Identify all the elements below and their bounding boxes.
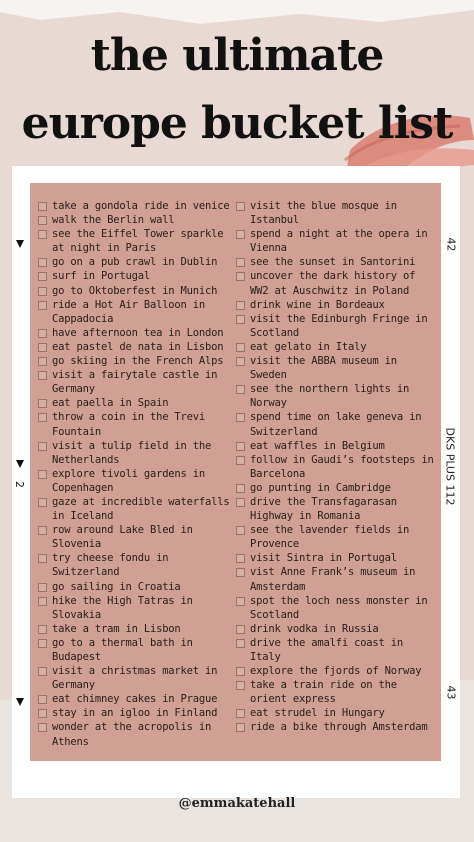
checkbox[interactable]	[38, 343, 47, 352]
item-text: drink vodka in Russia	[250, 622, 379, 635]
checkbox[interactable]	[236, 723, 245, 732]
bucket-list-item[interactable]	[38, 706, 238, 720]
bucket-list-item[interactable]	[38, 467, 238, 495]
item-text: go sailing in Croatia	[52, 580, 181, 593]
bucket-list-item[interactable]	[236, 481, 436, 495]
item-text: spend a night at the opera in Vienna	[250, 228, 428, 255]
bucket-list-item[interactable]	[236, 594, 436, 622]
bucket-list-item[interactable]	[236, 453, 436, 481]
checkbox[interactable]	[236, 526, 245, 535]
checkbox[interactable]	[236, 554, 245, 563]
checkbox[interactable]	[38, 230, 47, 239]
item-text: go skiing in the French Alps	[52, 355, 224, 368]
checkbox[interactable]	[38, 667, 47, 676]
item-text: row around Lake Bled in Slovenia	[52, 524, 193, 551]
bucket-list-item[interactable]	[38, 523, 238, 551]
item-text: walk the Berlin wall	[52, 214, 175, 227]
bucket-list-item[interactable]	[38, 396, 238, 410]
item-text: take a train ride on the orient express	[250, 679, 397, 706]
right-column	[236, 199, 436, 735]
bucket-list-item[interactable]	[38, 255, 238, 269]
bucket-list-item[interactable]	[236, 312, 436, 340]
item-text: explore the fjords of Norway	[250, 665, 422, 678]
checkbox[interactable]	[236, 597, 245, 606]
bucket-list-item[interactable]	[236, 622, 436, 636]
checkbox[interactable]	[236, 343, 245, 352]
bucket-list-item[interactable]	[38, 580, 238, 594]
item-text: gaze at incredible waterfalls in Iceland	[52, 495, 230, 523]
bucket-list-item[interactable]	[38, 269, 238, 283]
checkbox[interactable]	[236, 315, 245, 324]
checkbox[interactable]	[38, 639, 47, 648]
bucket-list-item[interactable]	[236, 227, 436, 255]
checkbox[interactable]	[38, 301, 47, 310]
bucket-list-item[interactable]	[236, 495, 436, 523]
film-brand-label: DKS PLUS 112	[443, 427, 457, 506]
bucket-list-item[interactable]	[38, 213, 238, 227]
checkbox[interactable]	[38, 498, 47, 507]
item-text: eat strudel in Hungary	[250, 707, 385, 720]
item-text: ride a Hot Air Balloon in Cappadocia	[52, 298, 206, 325]
checkbox[interactable]	[236, 357, 245, 366]
item-text: visit Sintra in Portugal	[250, 552, 397, 565]
left-column	[38, 199, 238, 749]
bucket-list-item[interactable]	[38, 227, 238, 255]
checkbox[interactable]	[236, 456, 245, 465]
film-number-top: 42	[444, 237, 458, 252]
checkbox[interactable]	[236, 667, 245, 676]
item-text: eat paella in Spain	[52, 397, 169, 410]
checkbox[interactable]	[38, 413, 47, 422]
item-text: eat waffles in Belgium	[250, 439, 385, 452]
checkbox[interactable]	[236, 484, 245, 493]
checkbox[interactable]	[38, 399, 47, 408]
bucket-list-item[interactable]	[38, 326, 238, 340]
checkbox[interactable]	[236, 639, 245, 648]
bucket-list-item[interactable]	[38, 340, 238, 354]
checkbox[interactable]	[38, 526, 47, 535]
item-text: wonder at the acropolis in Athens	[52, 721, 212, 748]
item-text: see the northern lights in Norway	[250, 383, 410, 410]
checkbox[interactable]	[38, 272, 47, 281]
checkbox[interactable]	[236, 568, 245, 577]
bucket-list-item[interactable]	[236, 269, 436, 297]
item-text: go punting in Cambridge	[250, 481, 391, 494]
item-text: visit the blue mosque in Istanbul	[250, 200, 397, 227]
item-text: hike the High Tatras in Slovakia	[52, 594, 193, 621]
bucket-list-item[interactable]	[38, 692, 238, 706]
bucket-list-item[interactable]	[38, 368, 238, 396]
bucket-list-item[interactable]	[236, 678, 436, 706]
item-text: ride a bike through Amsterdam	[250, 721, 428, 734]
film-arrow-middle-icon	[16, 460, 24, 468]
checkbox[interactable]	[38, 287, 47, 296]
checkbox[interactable]	[236, 258, 245, 267]
item-text: visit a fairytale castle in Germany	[52, 369, 218, 396]
bucket-list-item[interactable]	[236, 523, 436, 551]
item-text: have afternoon tea in London	[52, 326, 224, 339]
checkbox[interactable]	[38, 470, 47, 479]
title-line-2: europe bucket list	[21, 98, 453, 149]
item-text: take a gondola ride in venice	[52, 200, 230, 212]
item-text: spot the loch ness monster in Scotland	[250, 594, 428, 621]
bucket-list-item[interactable]	[38, 298, 238, 326]
bucket-list-item[interactable]	[236, 298, 436, 312]
checkbox[interactable]	[38, 597, 47, 606]
checkbox[interactable]	[38, 357, 47, 366]
item-text: go on a pub crawl in Dublin	[52, 256, 218, 269]
item-text: see the lavender fields in Provence	[250, 524, 410, 551]
item-text: visit the Edinburgh Fringe in Scotland	[250, 312, 428, 339]
film-arrow-top-icon	[16, 240, 24, 248]
item-text: visit a christmas market in Germany	[52, 665, 218, 692]
item-text: take a tram in Lisbon	[52, 622, 181, 635]
checkbox[interactable]	[236, 681, 245, 690]
item-text: see the sunset in Santorini	[250, 256, 416, 269]
item-text: visit a tulip field in the Netherlands	[52, 439, 212, 466]
item-text: eat chimney cakes in Prague	[52, 693, 218, 706]
item-text: go to a thermal bath in Budapest	[52, 636, 193, 663]
bucket-list-item[interactable]	[236, 199, 436, 227]
checkbox[interactable]	[38, 216, 47, 225]
author-handle: @emmakatehall	[178, 796, 296, 811]
checkbox[interactable]	[236, 301, 245, 310]
bucket-list-item[interactable]	[236, 410, 436, 438]
checkbox[interactable]	[38, 554, 47, 563]
checkbox[interactable]	[236, 385, 245, 394]
item-text: spend time on lake geneva in Switzerland	[250, 411, 422, 438]
checkbox[interactable]	[236, 709, 245, 718]
bucket-list-item[interactable]	[38, 495, 238, 523]
bucket-list-item[interactable]	[236, 636, 436, 664]
item-text: uncover the dark history of WW2 at Auschwitz in Poland	[250, 270, 416, 297]
bucket-list-item[interactable]	[38, 410, 238, 438]
checkbox[interactable]	[38, 709, 47, 718]
bucket-list-item[interactable]	[236, 551, 436, 565]
film-arrow-bottom-icon	[16, 698, 24, 706]
item-text: throw a coin in the Trevi Fountain	[52, 411, 206, 438]
checkbox[interactable]	[38, 258, 47, 267]
item-text: surf in Portugal	[52, 270, 150, 283]
bucket-list-item[interactable]	[38, 354, 238, 368]
checkbox[interactable]	[38, 371, 47, 380]
item-text: eat gelato in Italy	[250, 340, 367, 353]
checkbox[interactable]	[38, 329, 47, 338]
item-text: drink wine in Bordeaux	[250, 298, 385, 311]
checkbox[interactable]	[38, 625, 47, 634]
bucket-list-item[interactable]	[38, 720, 238, 748]
bucket-list-box	[30, 183, 441, 761]
bucket-list-item[interactable]	[236, 565, 436, 593]
bucket-list-item[interactable]	[38, 594, 238, 622]
item-text: vist Anne Frank’s museum in Amsterdam	[250, 566, 416, 593]
bucket-list-item[interactable]	[38, 199, 238, 213]
checkbox[interactable]	[236, 498, 245, 507]
checkbox[interactable]	[236, 230, 245, 239]
checkbox[interactable]	[236, 625, 245, 634]
film-number-middle-left: 2	[13, 481, 26, 488]
bucket-list-item[interactable]	[236, 382, 436, 410]
bucket-list-item[interactable]	[38, 551, 238, 579]
item-text: follow in Gaudi’s footsteps in Barcelona	[250, 453, 434, 480]
checkbox[interactable]	[236, 442, 245, 451]
bucket-list-item[interactable]	[236, 706, 436, 720]
checkbox[interactable]	[38, 695, 47, 704]
title-line-1: the ultimate	[90, 30, 384, 81]
bucket-list-item[interactable]	[236, 354, 436, 382]
item-text: drive the Transfagarasan Highway in Romania	[250, 495, 397, 523]
bucket-list-item[interactable]	[236, 720, 436, 734]
bucket-list-item[interactable]	[236, 340, 436, 354]
checkbox[interactable]	[38, 202, 47, 211]
item-text: eat pastel de nata in Lisbon	[52, 340, 224, 353]
checkbox[interactable]	[236, 272, 245, 281]
bucket-list-item[interactable]	[236, 255, 436, 269]
film-number-bottom: 43	[444, 685, 458, 700]
bucket-list-item[interactable]	[236, 664, 436, 678]
bucket-list-item[interactable]	[236, 439, 436, 453]
checkbox[interactable]	[38, 583, 47, 592]
item-text: visit the ABBA museum in Sweden	[250, 355, 397, 382]
bucket-list-item[interactable]	[38, 664, 238, 692]
item-text: explore tivoli gardens in Copenhagen	[52, 467, 206, 494]
item-text: go to Oktoberfest in Munich	[52, 284, 218, 297]
item-text: see the Eiffel Tower sparkle at night in Paris	[52, 228, 224, 255]
bucket-list-item[interactable]	[38, 284, 238, 298]
bucket-list-item[interactable]	[38, 439, 238, 467]
checkbox[interactable]	[38, 723, 47, 732]
checkbox[interactable]	[236, 413, 245, 422]
bucket-list-item[interactable]	[38, 622, 238, 636]
bucket-list-item[interactable]	[38, 636, 238, 664]
checkbox[interactable]	[38, 442, 47, 451]
item-text: drive the amalfi coast in Italy	[250, 636, 404, 663]
item-text: stay in an igloo in Finland	[52, 707, 218, 720]
item-text: try cheese fondu in Switzerland	[52, 552, 169, 579]
checkbox[interactable]	[236, 202, 245, 211]
